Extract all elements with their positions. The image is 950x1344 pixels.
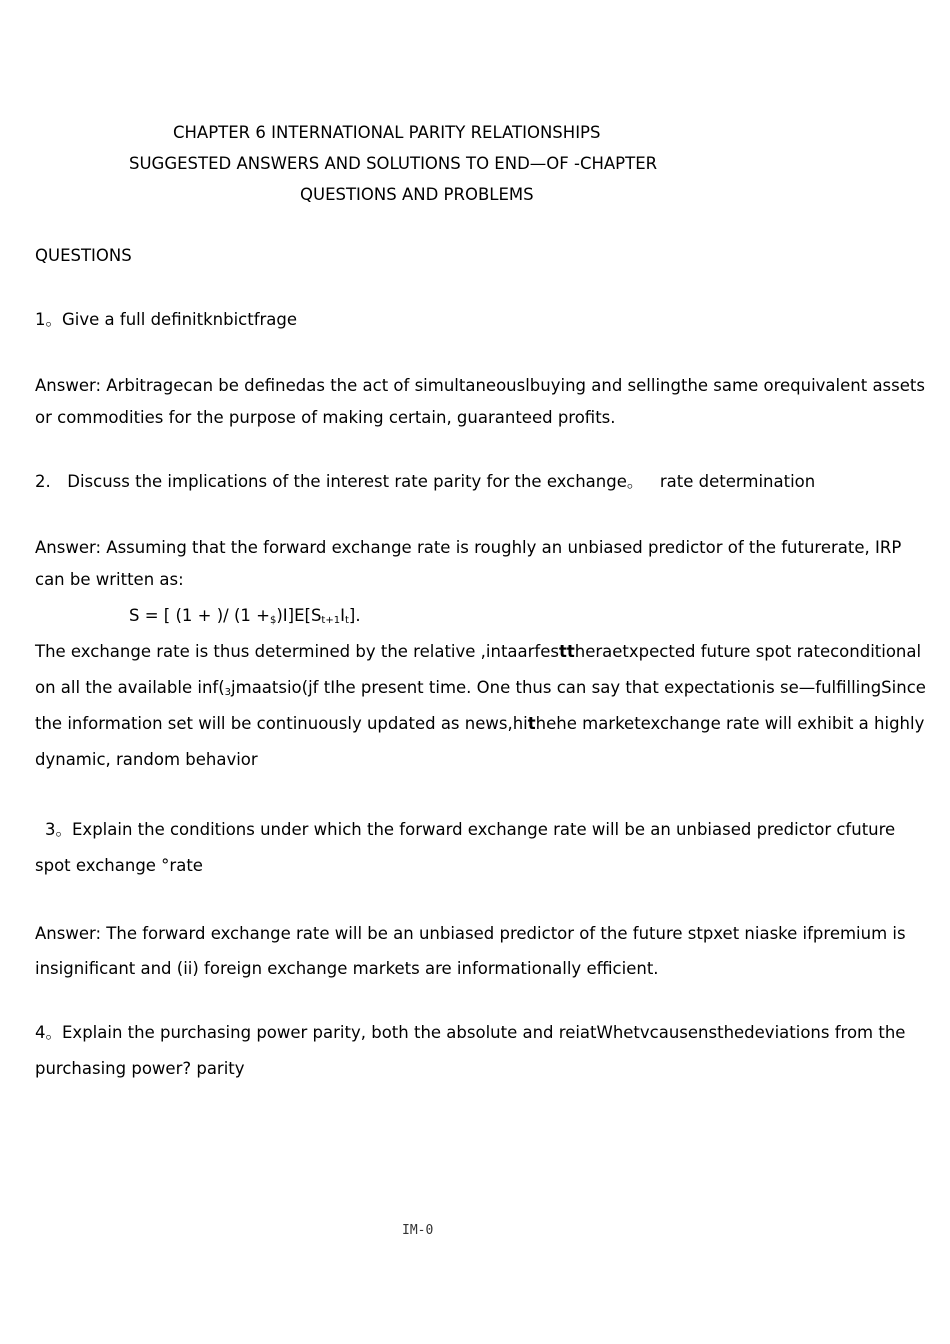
answer-3-line-2: insignificant and (ii) foreign exchange markets are informationally efficient. [35,959,659,978]
question-3-line-1: 3。Explain the conditions under which the forward exchange rate will be an unbiased predictor cfuture [45,820,896,839]
answer-2-para-line-1 [35,642,921,662]
answer-2-para-line-2 [35,678,926,703]
answer-1-line-2: or commodities for the purpose of making certain, guaranteed profits. [35,408,616,427]
question-3-line-2: spot exchange °rate [35,856,203,875]
question-4-line-2: purchasing power? parity [35,1059,245,1078]
chapter-subtitle-2: QUESTIONS AND PROBLEMS [300,185,534,204]
chapter-subtitle: SUGGESTED ANSWERS AND SOLUTIONS TO END—OF -CHAPTER [129,154,658,173]
para-1-text-b: heraetxpected future spot rateconditional [574,642,922,661]
para-2-text-a: on all the available inf( [35,678,225,697]
chapter-title: CHAPTER 6 INTERNATIONAL PARITY RELATIONSHIPS [173,123,601,142]
formula-sub-t: t [344,615,349,626]
formula-part-b: )I]E[S [276,606,322,625]
page-number: IM-0 [402,1223,434,1238]
answer-2-para-line-3 [35,714,924,734]
para-1-text-a: The exchange rate is thus determined by the relative ,intaarfes [35,642,559,661]
formula-part-a: S = [ (1 + )/ (1 + [129,606,270,625]
section-heading: QUESTIONS [35,246,132,265]
para-1-bold: tt [558,642,575,661]
formula-sub-t1: t+1 [321,615,341,626]
para-3-text-b: hehe marketexchange rate will exhibit a highly [535,714,925,733]
answer-2-line-2: can be written as: [35,570,184,589]
formula-sub-dollar: $ [269,615,277,626]
answer-3-line-1: Answer: The forward exchange rate will be an unbiased predictor of the future stpxet niaske ifpremium is [35,924,906,943]
para-3-text-a: the information set will be continuously updated as news,hi [35,714,528,733]
para-3-bold: t [527,714,536,733]
formula-part-d: ]. [348,606,361,625]
question-1: 1。Give a full definitknbictfrage [35,310,298,329]
question-4-line-1: 4。Explain the purchasing power parity, both the absolute and reiatWhetvcausensthedeviations from the [35,1023,906,1042]
question-2: 2. Discuss the implications of the interest rate parity for the exchange。 rate determination [35,472,816,491]
answer-2-para-line-4: dynamic, random behavior [35,750,258,769]
para-2-sub: 3 [224,687,232,698]
answer-2-line-1: Answer: Assuming that the forward exchange rate is roughly an unbiased predictor of the futurerate, IRP [35,538,902,557]
para-2-text-b: jmaatsio(jf tIhe present time. One thus can say that expectationis se—fulfillingSince [231,678,926,697]
irp-formula [129,606,361,631]
formula-part-c: I [340,606,345,625]
answer-1-line-1: Answer: Arbitragecan be definedas the act of simultaneouslbuying and sellingthe same orequivalent assets [35,376,925,395]
